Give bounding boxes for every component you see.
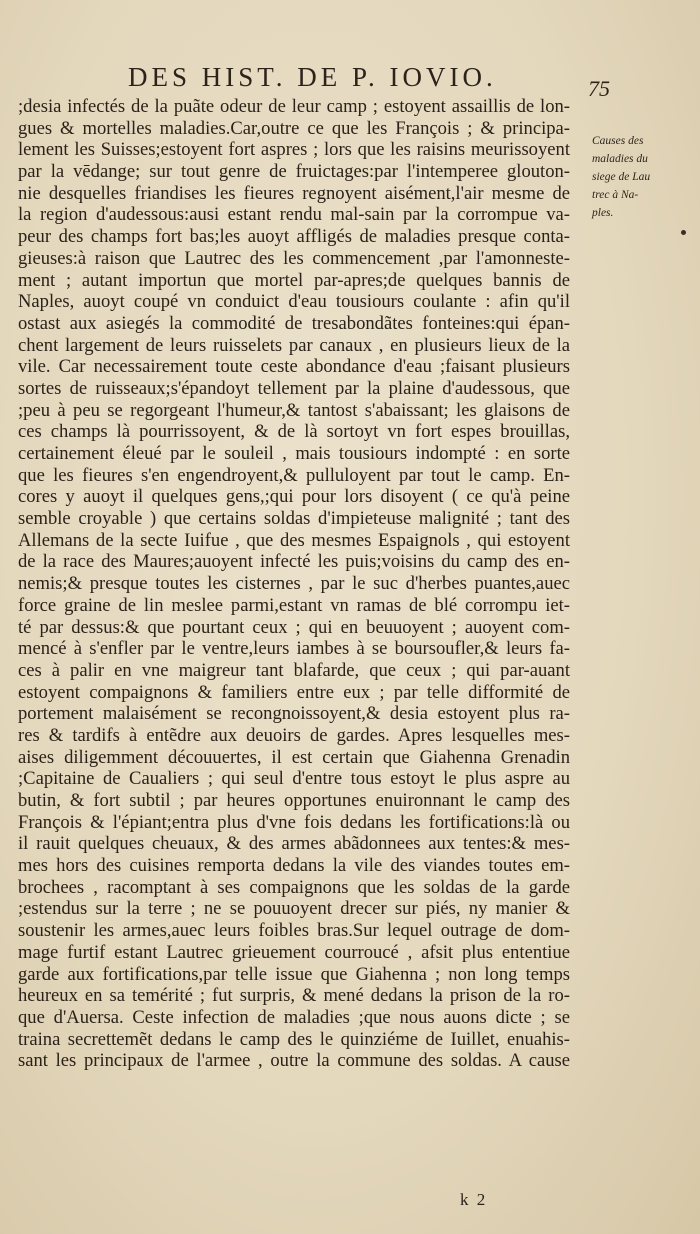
text-line: té par dessus:& que pourtant ceux ; qui en beuuoyent ; auoyent com- xyxy=(18,616,570,638)
text-line: estoyent compaignons & familiers entre eux ; par telle difformité de xyxy=(18,681,570,703)
text-line: force graine de lin meslee parmi,estant vn ramas de blé corrompu iet- xyxy=(18,594,570,616)
text-line: Naples, auoyt coupé vn conduict d'eau tousiours coulante : afin qu'il xyxy=(18,291,570,313)
text-line: aises diligemment découuertes, il est certain que Giahenna Grenadin xyxy=(18,746,570,768)
text-line: vile. Car necessairement toute ceste abondance d'eau ;faisant plusieurs xyxy=(18,356,570,378)
text-line: portement malaisément se recongnoissoyent,& desia estoyent plus ra- xyxy=(18,703,570,725)
text-line: nie desquelles friandises les fieures regnoyent aisément,l'air mesme de xyxy=(18,182,570,204)
text-line: soustenir les armes,auec leurs foibles bras.Sur lequel outrage de dom- xyxy=(18,920,570,942)
text-line: gues & mortelles maladies.Car,outre ce que les François ; & principa- xyxy=(18,117,570,139)
margin-note xyxy=(592,132,700,222)
text-line: mes hors des cuisines remporta dedans la vile des viandes toutes em- xyxy=(18,855,570,877)
text-line: traina secrettemẽt dedans le camp des le quinziéme de Iuillet, enuahis- xyxy=(18,1028,570,1050)
text-line: de la race des Maures;auoyent infecté les puis;voisins du camp des en- xyxy=(18,551,570,573)
text-line: il rauit quelques cheuaux, & des armes abãdonnees aux tentes:& mes- xyxy=(18,833,570,855)
text-line: ces champs là pourrissoyent, & de là sortoyt vn fort espes brouillas, xyxy=(18,421,570,443)
text-line: ;estendus sur la terre ; ne se pouuoyent drecer sur piés, ny manier & xyxy=(18,898,570,920)
margin-note-line: maladies du xyxy=(592,153,648,165)
text-line: heureux en sa temérité ; fut surpris, & mené dedans la prison de la ro- xyxy=(18,985,570,1007)
text-line: ;desia infectés de la puãte odeur de leur camp ; estoyent assaillis de lon- xyxy=(18,96,570,117)
text-line: semble croyable ) que certains soldas d'impieteuse malignité ; tant des xyxy=(18,508,570,530)
text-line: gieuses:à raison que Lautrec des les commencement ,par l'amonneste- xyxy=(18,247,570,269)
printer-signature: k 2 xyxy=(460,1190,488,1209)
text-line: res & tardifs à entẽdre aux deuoirs de gardes. Apres lesquelles mes- xyxy=(18,724,570,746)
text-line: chent largement de leurs ruisselets par canaux , en plusieurs lieux de la xyxy=(18,334,570,356)
margin-note-line: siege de Lau xyxy=(592,171,651,183)
margin-note-line: Causes des xyxy=(592,135,644,147)
text-line: que les fieures s'en engendroyent,& pulluloyent par tout le camp. En- xyxy=(18,464,570,486)
text-line: sant les principaux de l'armee , outre la commune des soldas. A cause xyxy=(18,1050,570,1072)
text-line: par la vēdange; sur tout genre de fruictages:par l'intemperee glouton- xyxy=(18,161,570,183)
page-number: 75 xyxy=(588,76,610,101)
text-line: ces à palir en vne maigreur tant blafarde, que ceux ; qui par-auant xyxy=(18,659,570,681)
margin-note-line: trec à Na- xyxy=(592,189,639,201)
text-line: lement les Suisses;estoyent fort aspres ; lors que les raisins meurissoyent xyxy=(18,139,570,161)
body-text xyxy=(18,96,570,1072)
text-line: Allemans de la secte Iuifue , que des mesmes Espaignols , qui estoyent xyxy=(18,529,570,551)
text-line: ;Capitaine de Caualiers ; qui seul d'entre tous estoyt le plus aspre au xyxy=(18,768,570,790)
margin-note-line: ples. xyxy=(592,207,614,219)
text-line: mencé à s'enfler par le ventre,leurs iambes à se boursoufler,& leurs fa- xyxy=(18,638,570,660)
text-line: mage furtif estant Lautrec grieuement courroucé , afsit plus ententiue xyxy=(18,941,570,963)
text-line: ;peu à peu se regorgeant l'humeur,& tantost s'abaissant; les glaisons de xyxy=(18,399,570,421)
text-line: brochees , racomptant à ses compaignons que les soldas de la garde xyxy=(18,876,570,898)
text-line: cores y auoyt il quelques gens,;qui pour lors disoyent ( ce qu'à peine xyxy=(18,486,570,508)
text-line: nemis;& presque toutes les cisternes , par le suc d'herbes puantes,auec xyxy=(18,573,570,595)
text-line: certainement éleué par le souleil , mais tousiours indompté : en sorte xyxy=(18,443,570,464)
text-line: la region d'audessous:ausi estant rendu mal-sain par la corrompue va- xyxy=(18,204,570,226)
text-line: ostast aux asiegés la commodité de tresabondãtes fonteines:qui épan- xyxy=(18,312,570,334)
text-line: peur des champs fort bas;les auoyt affligés de maladies presque conta- xyxy=(18,226,570,248)
text-line: butin, & fort subtil ; par heures opportunes enuironnant le camp des xyxy=(18,790,570,811)
text-line: sortes de ruisseaux;s'épandoyt tellement par la plaine d'audessous, que xyxy=(18,377,570,399)
text-line: garde aux fortifications,par telle issue que Giahenna ; non long temps xyxy=(18,963,570,985)
text-line: François & l'épiant;entra plus d'vne fois dedans les fortifications:là ou xyxy=(18,811,570,833)
text-line: ment ; autant importun que mortel par-apres;de quelques bannis de xyxy=(18,269,570,291)
running-title: DES HIST. DE P. IOVIO. xyxy=(128,62,497,92)
text-line: que d'Auersa. Ceste infection de maladies ;que nous auons dicte ; se xyxy=(18,1006,570,1028)
ink-mark xyxy=(681,230,686,235)
